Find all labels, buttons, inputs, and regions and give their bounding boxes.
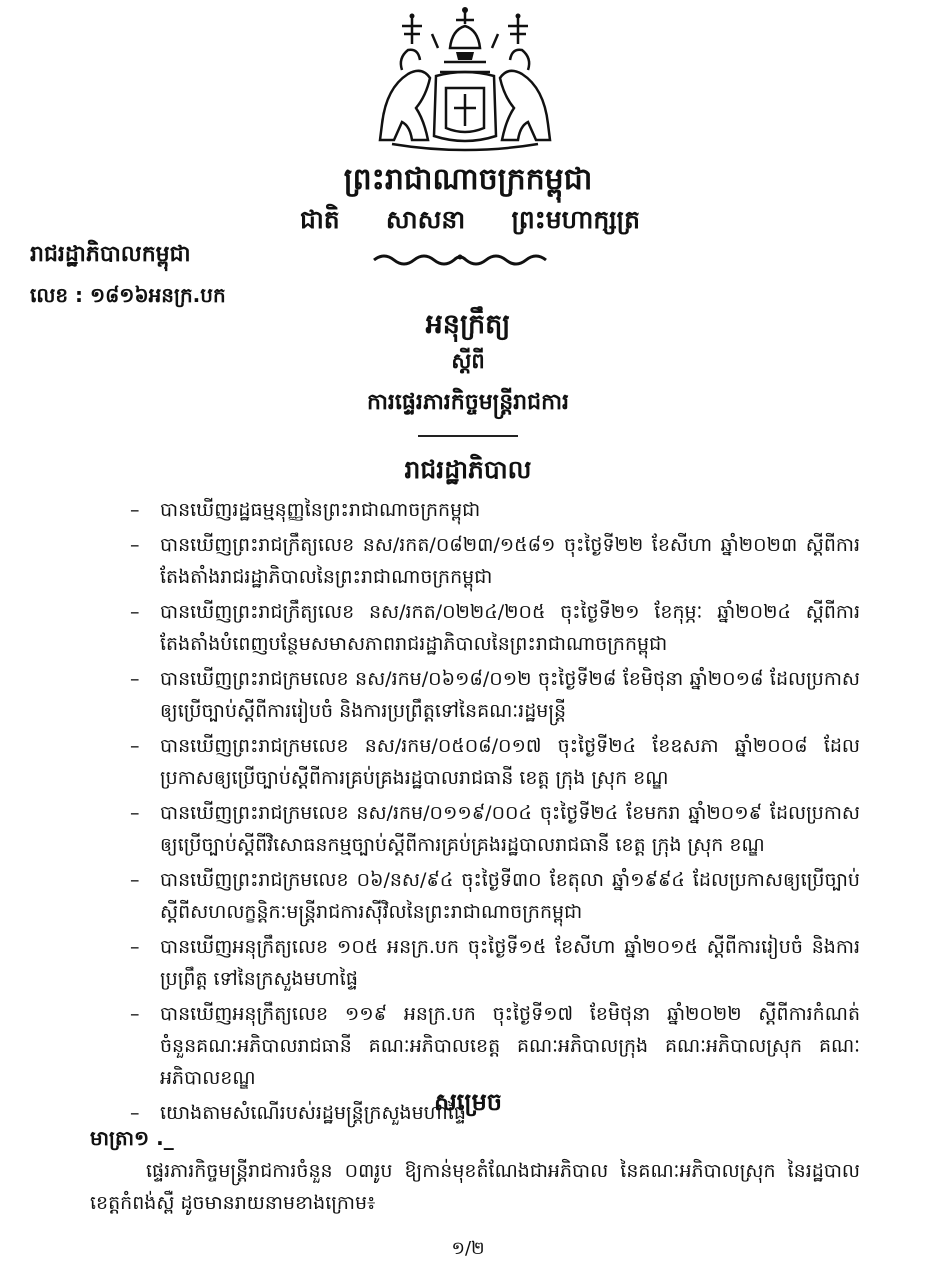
reference-number: លេខ : ១៨១៦អនក្រ.បក: [30, 283, 226, 307]
list-item: – បានឃើញព្រះរាជក្រមលេខ ០៦/នស/៩៤ ចុះថ្ងៃទី៣០ ខែតុលា ឆ្នាំ១៩៩៤ ដែលប្រកាសឲ្យប្រើច្បាប់ស្ដីពីសហលក្ខន្តិកៈមន្ត្រីរាជការស៊ីវិលនៃព្រះរាជាណាចក្រកម្ពុជា: [130, 869, 860, 923]
royal-coat-of-arms-emblem: [372, 4, 558, 156]
consideration-text: បានឃើញព្រះរាជក្រមលេខ នស/រកម/០៥០៨/០១៧ ចុះថ្ងៃទី២៤ ខែឧសភា ឆ្នាំ២០០៨ ដែលប្រកាសឲ្យប្រើច្បាប់ស្ដីពីការគ្រប់គ្រងរដ្ឋបាលរាជធានី ខេត្ត ក្រុង ស្រុក ខណ្ឌ: [160, 735, 860, 789]
issuing-government-label: រាជរដ្ឋាភិបាលកម្ពុជា: [30, 242, 191, 267]
list-item: – បានឃើញព្រះរាជក្រមលេខ នស/រកម/០៥០៨/០១៧ ចុះថ្ងៃទី២៤ ខែឧសភា ឆ្នាំ២០០៨ ដែលប្រកាសឲ្យប្រើច្បាប់ស្ដីពីការគ្រប់គ្រងរដ្ឋបាលរាជធានី ខេត្ត ក្រុង ស្រុក ខណ្ឌ: [130, 735, 860, 789]
page-number: ១/២: [451, 1238, 485, 1259]
title-divider: [418, 435, 518, 437]
list-item: – បានឃើញរដ្ឋធម្មនុញ្ញនៃព្រះរាជាណាចក្រកម្ពុជា: [130, 499, 481, 521]
document-type: អនុក្រឹត្យ: [425, 309, 511, 340]
consideration-text: បានឃើញព្រះរាជក្រមលេខ ០៦/នស/៩៤ ចុះថ្ងៃទី៣០ ខែតុលា ឆ្នាំ១៩៩៤ ដែលប្រកាសឲ្យប្រើច្បាប់ស្ដីពីសហលក្ខន្តិកៈមន្ត្រីរាជការស៊ីវិលនៃព្រះរាជាណាចក្រកម្ពុជា: [160, 869, 860, 923]
kingdom-title: ព្រះរាជាណាចក្រកម្ពុជា: [343, 162, 593, 197]
decision-heading: សម្រេច: [433, 1088, 503, 1116]
list-item: – បានឃើញព្រះរាជក្រមលេខ នស/រកម/០១១៩/០០៤ ចុះថ្ងៃទី២៤ ខែមករា ឆ្នាំ២០១៩ ដែលប្រកាសឲ្យប្រើច្បាប់ស្ដីពីវិសោធនកម្មច្បាប់ស្ដីពីការគ្រប់គ្រងរដ្ឋបាលរាជធានី ខេត្ត ក្រុង ស្រុក ខណ្ឌ: [130, 802, 860, 856]
motto-nation: ជាតិ: [300, 205, 340, 234]
list-item: – បានឃើញព្រះរាជក្រឹត្យលេខ នស/រកត/០២២៤/២០៥ ចុះថ្ងៃទី២១ ខែកុម្ភៈ ឆ្នាំ២០២៤ ស្ដីពីការតែងតាំងបំពេញបន្ថែមសមាសភាពរាជរដ្ឋាភិបាលនៃព្រះរាជាណាចក្រកម្ពុជា: [130, 601, 860, 655]
article-heading: មាត្រា១ ._: [90, 1126, 174, 1150]
consideration-text: បានឃើញព្រះរាជក្រមលេខ នស/រកម/០១១៩/០០៤ ចុះថ្ងៃទី២៤ ខែមករា ឆ្នាំ២០១៩ ដែលប្រកាសឲ្យប្រើច្បាប់ស្ដីពីវិសោធនកម្មច្បាប់ស្ដីពីការគ្រប់គ្រងរដ្ឋបាលរាជធានី ខេត្ត ក្រុង ស្រុក ខណ្ឌ: [160, 802, 860, 856]
document-subject: ការផ្ទេរភារកិច្ចមន្ត្រីរាជការ: [366, 390, 570, 415]
ornamental-divider: [370, 248, 550, 268]
list-item: – យោងតាមសំណើរបស់រដ្ឋមន្ត្រីក្រសួងមហាផ្ទៃ: [130, 1102, 466, 1124]
list-item: – បានឃើញព្រះរាជក្រឹត្យលេខ នស/រកត/០៨២៣/១៥៨១ ចុះថ្ងៃទី២២ ខែសីហា ឆ្នាំ២០២៣ ស្ដីពីការតែងតាំងរាជរដ្ឋាភិបាលនៃព្រះរាជាណាចក្រកម្ពុជា: [130, 534, 860, 588]
issuer-heading: រាជរដ្ឋាភិបាល: [404, 455, 532, 484]
document-about: ស្ដីពី: [451, 349, 485, 373]
motto-king: ព្រះមហាក្សត្រ: [511, 205, 640, 234]
consideration-text: បានឃើញព្រះរាជក្រឹត្យលេខ នស/រកត/០៨២៣/១៥៨១ ចុះថ្ងៃទី២២ ខែសីហា ឆ្នាំ២០២៣ ស្ដីពីការតែងតាំងរាជរដ្ឋាភិបាលនៃព្រះរាជាណាចក្រកម្ពុជា: [160, 534, 860, 588]
consideration-text: យោងតាមសំណើរបស់រដ្ឋមន្ត្រីក្រសួងមហាផ្ទៃ: [160, 1102, 466, 1124]
consideration-text: បានឃើញព្រះរាជក្រមលេខ នស/រកម/០៦១៨/០១២ ចុះថ្ងៃទី២៨ ខែមិថុនា ឆ្នាំ២០១៨ ដែលប្រកាស ឲ្យប្រើច្បាប់ស្ដីពីការរៀបចំ និងការប្រព្រឹត្តទៅនៃគណៈរដ្ឋមន្ត្រី: [160, 668, 860, 722]
list-item: – បានឃើញអនុក្រឹត្យលេខ ១១៩ អនក្រ.បក ចុះថ្ងៃទី១៧ ខែមិថុនា ឆ្នាំ២០២២ ស្ដីពីការកំណត់ចំនួនគណៈអភិបាលរាជធានី គណៈអភិបាលខេត្ត គណៈអភិបាលក្រុង គណៈអភិបាលស្រុក គណៈអភិបាលខណ្ឌ: [130, 1003, 860, 1089]
consideration-text: បានឃើញអនុក្រឹត្យលេខ ១០៥ អនក្រ.បក ចុះថ្ងៃទី១៥ ខែសីហា ឆ្នាំ២០១៥ ស្ដីពីការរៀបចំ និងការប្រព្រឹត្ត ទៅនៃក្រសួងមហាផ្ទៃ: [160, 936, 860, 990]
list-item: – បានឃើញអនុក្រឹត្យលេខ ១០៥ អនក្រ.បក ចុះថ្ងៃទី១៥ ខែសីហា ឆ្នាំ២០១៥ ស្ដីពីការរៀបចំ និងការប្រព្រឹត្ត ទៅនៃក្រសួងមហាផ្ទៃ: [130, 936, 860, 990]
considerations-list: [130, 494, 860, 1132]
list-item: – បានឃើញព្រះរាជក្រមលេខ នស/រកម/០៦១៨/០១២ ចុះថ្ងៃទី២៨ ខែមិថុនា ឆ្នាំ២០១៨ ដែលប្រកាស ឲ្យប្រើច្បាប់ស្ដីពីការរៀបចំ និងការប្រព្រឹត្តទៅនៃគណៈរដ្ឋមន្ត្រី: [130, 668, 860, 722]
motto-religion: សាសនា: [385, 205, 466, 234]
consideration-text: បានឃើញព្រះរាជក្រឹត្យលេខ នស/រកត/០២២៤/២០៥ ចុះថ្ងៃទី២១ ខែកុម្ភៈ ឆ្នាំ២០២៤ ស្ដីពីការតែងតាំងបំពេញបន្ថែមសមាសភាពរាជរដ្ឋាភិបាលនៃព្រះរាជាណាចក្រកម្ពុជា: [160, 601, 860, 655]
consideration-text: បានឃើញអនុក្រឹត្យលេខ ១១៩ អនក្រ.បក ចុះថ្ងៃទី១៧ ខែមិថុនា ឆ្នាំ២០២២ ស្ដីពីការកំណត់ចំនួនគណៈអភិបាលរាជធានី គណៈអភិបាលខេត្ត គណៈអភិបាលក្រុង គណៈអភិបាលស្រុក គណៈអភិបាលខណ្ឌ: [160, 1003, 860, 1089]
national-motto: [300, 205, 640, 241]
consideration-text: បានឃើញរដ្ឋធម្មនុញ្ញនៃព្រះរាជាណាចក្រកម្ពុជា: [160, 499, 481, 521]
article-body: ផ្ទេរភារកិច្ចមន្ត្រីរាជការចំនួន ០៣រូប ឱ្យកាន់មុខតំណែងជាអភិបាល នៃគណៈអភិបាលស្រុក នៃរដ្ឋបាលខេត្តកំពង់ស្ពឺ ដូចមានរាយនាមខាងក្រោម៖: [90, 1160, 860, 1214]
